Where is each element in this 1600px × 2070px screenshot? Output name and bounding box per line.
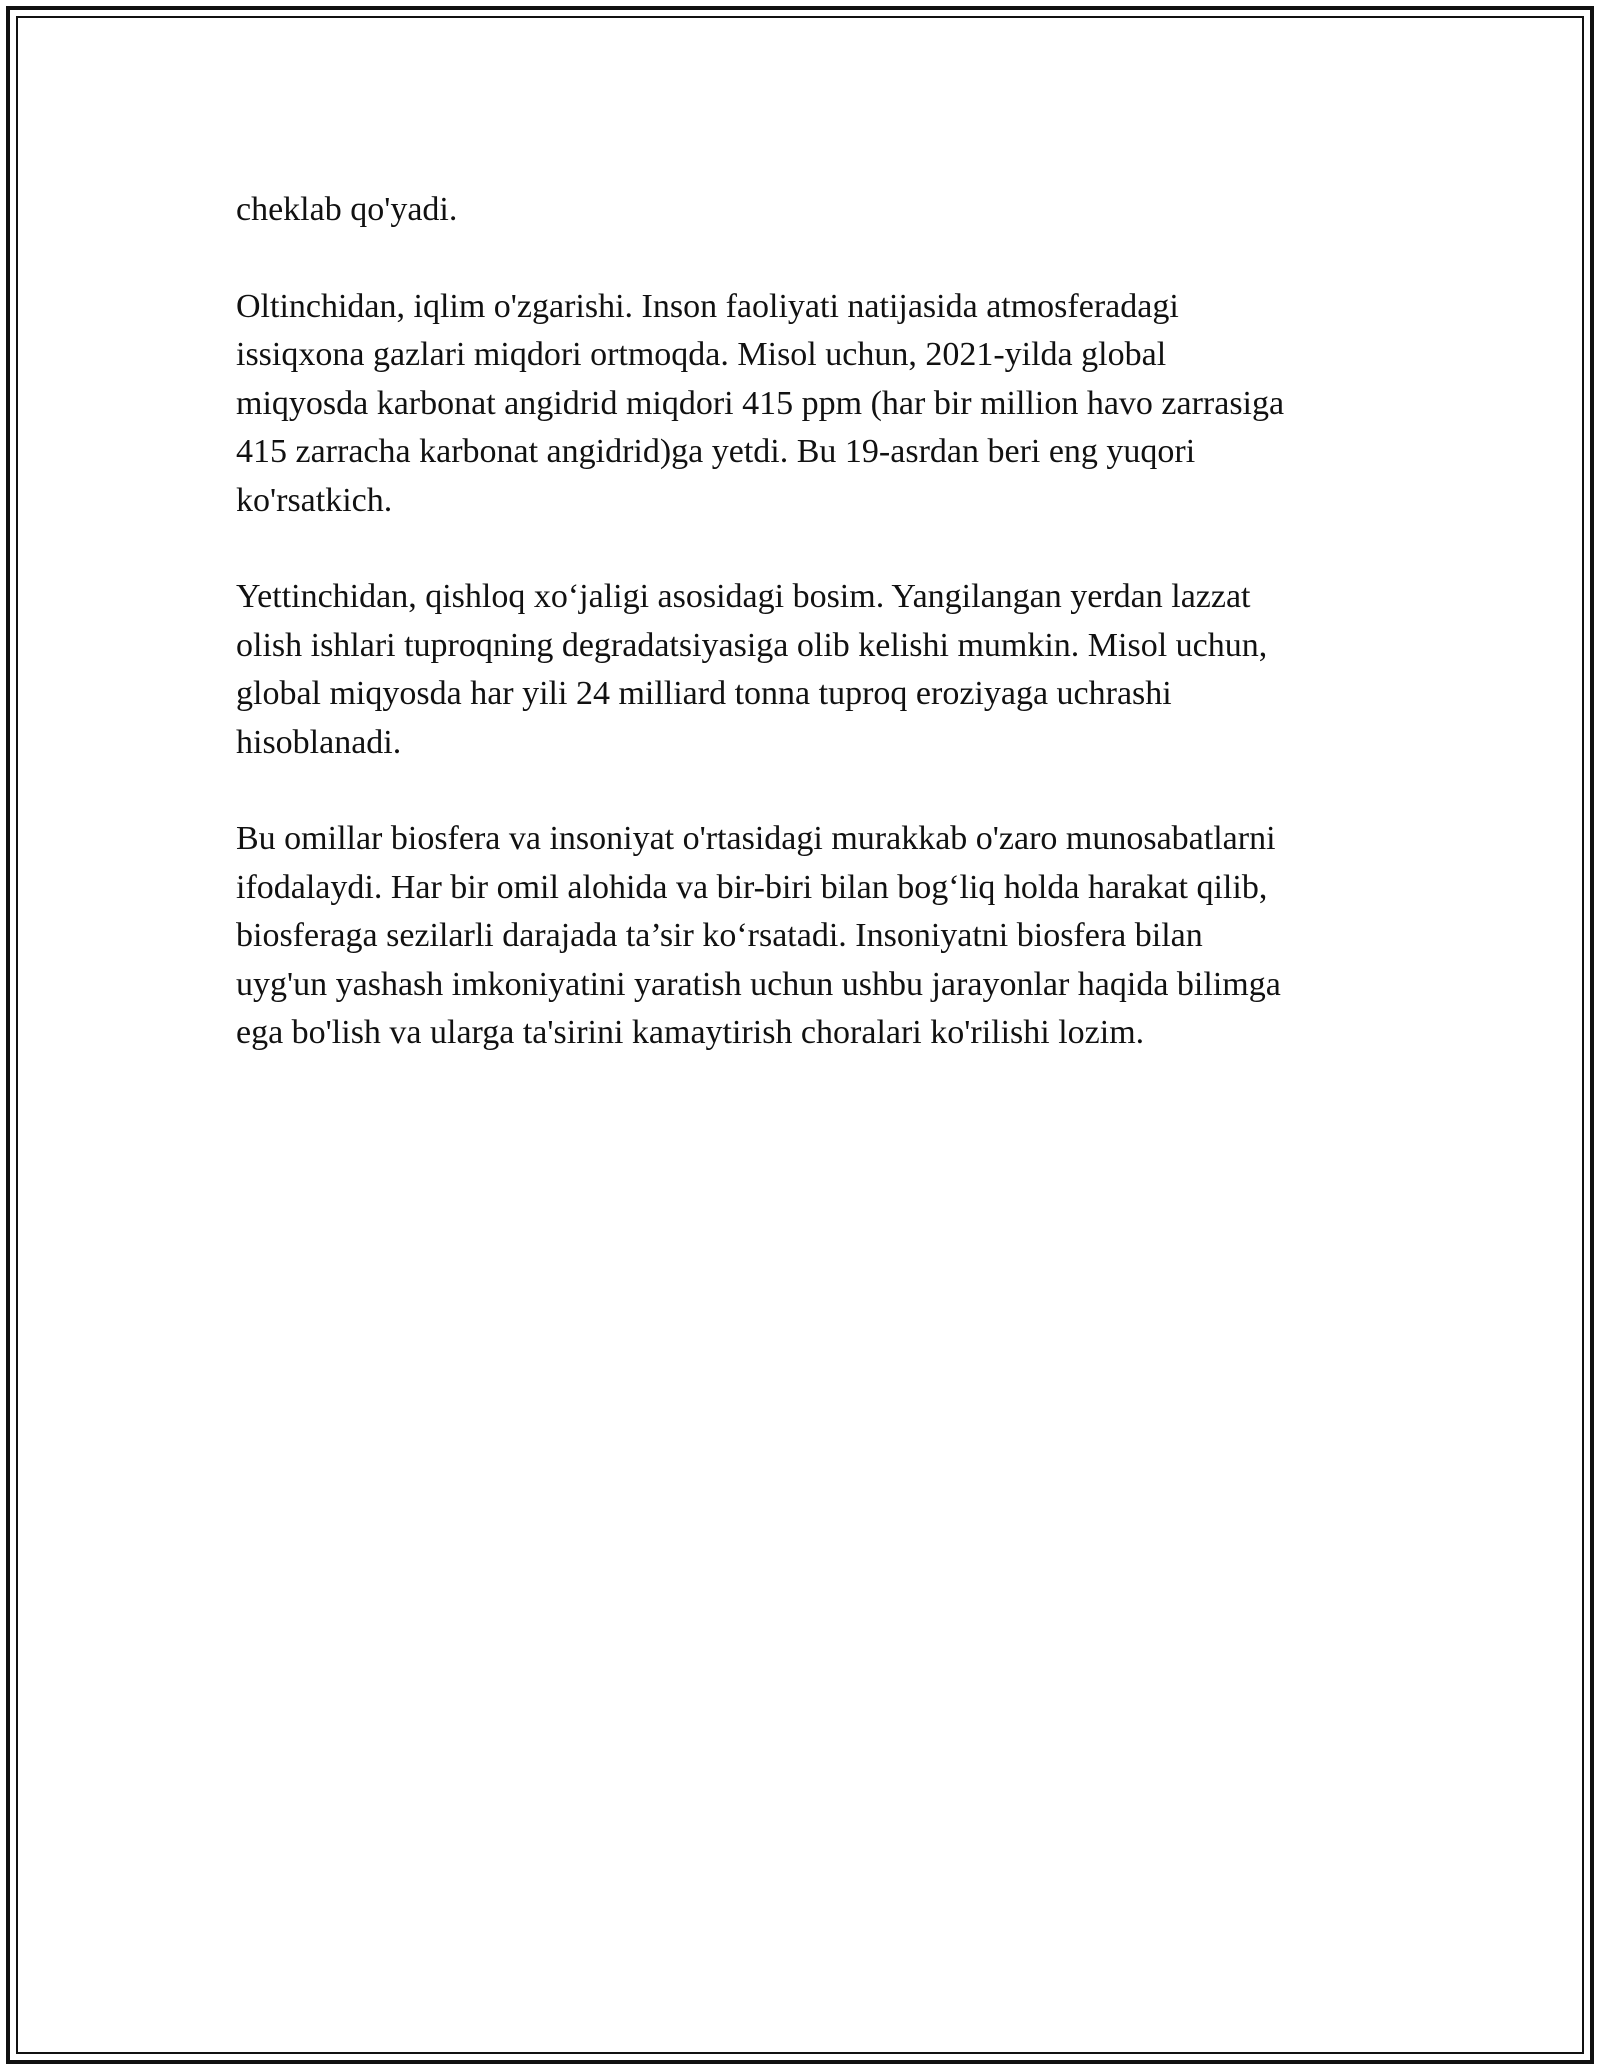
text-line: Bu omillar biosfera va insoniyat o'rtasidagi murakkab o'zaro munosabatlarni (236, 820, 1276, 857)
text-line: olish ishlari tuproqning degradatsiyasiga olib kelishi mumkin. Misol uchun, (236, 626, 1268, 664)
text-line: Oltinchidan, iqlim o'zgarishi. Inson faoliyati natijasida atmosferadagi (236, 287, 1179, 325)
text-line: hisoblanadi. (236, 723, 402, 761)
text-line: miqyosda karbonat angidrid miqdori 415 ppm (har bir million havo zarrasiga (236, 384, 1285, 422)
text-line: cheklab qo'yadi. (236, 191, 458, 228)
text-line: Yettinchidan, qishloq xo‘jaligi asosidagi bosim. Yangilangan yerdan lazzat (236, 578, 1251, 615)
text-line: ko'rsatkich. (236, 481, 393, 519)
text-line: ifodalaydi. Har bir omil alohida va bir-biri bilan bog‘liq holda harakat qilib, (236, 868, 1268, 906)
paragraph-agriculture (236, 573, 1376, 767)
paragraph-conclusion (236, 815, 1376, 1058)
document-body (236, 186, 1376, 1106)
text-line: biosferaga sezilarli darajada ta’sir ko‘rsatadi. Insoniyatni biosfera bilan (236, 917, 1203, 954)
paragraph-climate-change (236, 283, 1376, 526)
text-line: issiqxona gazlari miqdori ortmoqda. Misol uchun, 2021-yilda global (236, 336, 1167, 373)
paragraph-continuation (236, 186, 1376, 235)
text-line: ega bo'lish va ularga ta'sirini kamaytirish choralari ko'rilishi lozim. (236, 1014, 1145, 1051)
text-line: global miqyosda har yili 24 milliard tonna tuproq eroziyaga uchrashi (236, 675, 1172, 712)
text-line: uyg'un yashash imkoniyatini yaratish uchun ushbu jarayonlar haqida bilimga (236, 965, 1281, 1003)
text-line: 415 zarracha karbonat angidrid)ga yetdi. Bu 19-asrdan beri eng yuqori (236, 433, 1196, 470)
